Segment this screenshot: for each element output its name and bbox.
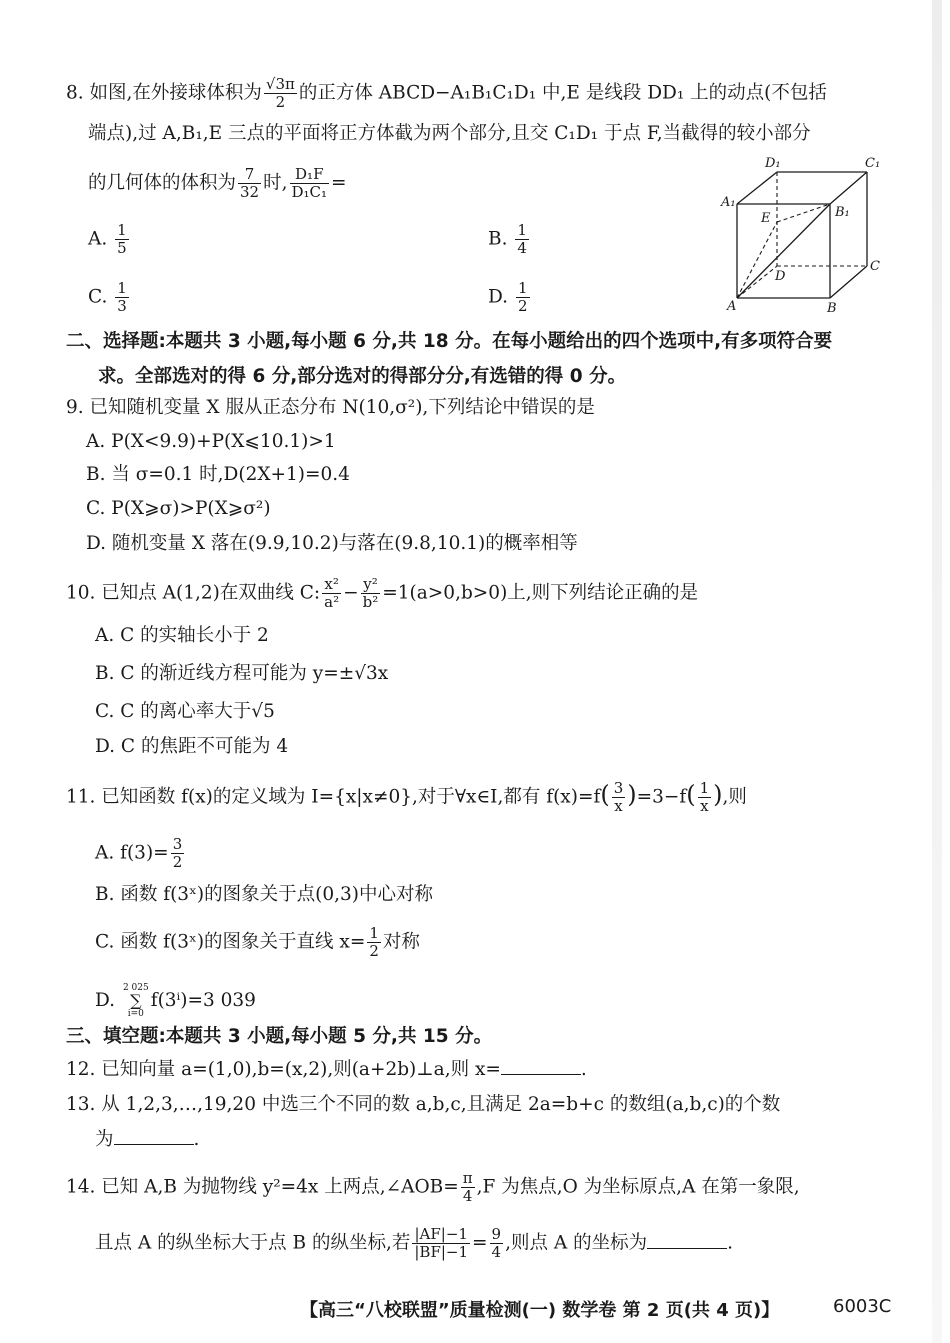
q10-option-d: D. C 的焦距不可能为 4 [95,736,289,757]
q8-volume-fraction: $\frac{7}{32}$ [240,165,260,201]
section2-line2: 求。全部选对的得 6 分,部分选对的得部分分,有选错的得 0 分。 [98,366,627,387]
page-edge-shadow [932,0,942,1343]
exam-code: 6003C [833,1296,892,1317]
q8-option-a: A. $\frac{1}{5}$ [88,221,127,257]
q8-option-d: D. $\frac{1}{2}$ [488,279,528,315]
q11-option-a: A. f(3)= $\frac{3}{2}$ [95,835,183,871]
section2-line1: 二、选择题:本题共 3 小题,每小题 6 分,共 18 分。在每小题给出的四个选项中,有多项符合要 [66,331,833,352]
q8-sphere-fraction: $\frac{√3\pi}{2}$ [265,75,295,111]
q12-answer-blank[interactable] [501,1056,581,1075]
q13-line2: 为 . [95,1126,199,1153]
q11-option-d: D. 2 025 ∑ i=0 f(3ⁱ)=3 039 [95,983,256,1019]
section3-heading: 三、填空题:本题共 3 小题,每小题 5 分,共 15 分。 [66,1026,493,1047]
label-d: D [775,269,786,284]
label-a: A [727,299,737,314]
q8-ratio-fraction: $\frac{\text{D₁F}}{\text{D₁C₁}}$ [291,165,328,201]
q8-line3: 的几何体的体积为 $\frac{7}{32}$ 时, $\frac{\text{D₁F}}{\text{D₁C₁}}$ = [88,165,347,201]
q8-option-b: B. $\frac{1}{4}$ [488,221,527,257]
q14-line2: 且点 A 的纵坐标大于点 B 的纵坐标,若 $\frac{|AF|-1}{|BF|-1}$ = $\frac{9}{4}$ ,则点 A 的坐标为 . [95,1225,733,1261]
label-c1: C₁ [865,156,881,171]
q10-option-a: A. C 的实轴长小于 2 [95,625,269,646]
q9-stem: 9. 已知随机变量 X 服从正态分布 N(10,σ²),下列结论中错误的是 [66,397,595,418]
q8-line2: 端点),过 A,B₁,E 三点的平面将正方体截为两个部分,且交 C₁D₁ 于点 F,当截得的较小部分 [88,123,811,144]
q14-answer-blank[interactable] [647,1230,727,1249]
q11-option-c: C. 函数 f(3ˣ)的图象关于直线 x= $\frac{1}{2}$ 对称 [95,924,420,960]
label-b1: B₁ [835,205,850,220]
q9-option-d: D. 随机变量 X 落在(9.9,10.2)与落在(9.8,10.1)的概率相等 [86,533,578,554]
q13-answer-blank[interactable] [114,1126,194,1145]
label-d1: D₁ [765,156,781,171]
label-c: C [870,259,880,274]
q11-option-b: B. 函数 f(3ˣ)的图象关于点(0,3)中心对称 [95,884,433,905]
q8-option-c: C. $\frac{1}{3}$ [88,279,127,315]
q13-line1: 13. 从 1,2,3,…,19,20 中选三个不同的数 a,b,c,且满足 2a=b+c 的数组(a,b,c)的个数 [66,1094,781,1115]
q9-option-b: B. 当 σ=0.1 时,D(2X+1)=0.4 [86,464,350,485]
label-a1: A₁ [721,195,736,210]
label-b: B [827,301,837,316]
q9-option-c: C. P(X⩾σ)>P(X⩾σ²) [86,498,271,519]
label-e: E [761,211,771,226]
q10-option-b: B. C 的渐近线方程可能为 y=±√3x [95,663,389,684]
q8-line1: 8. 如图,在外接球体积为 $\frac{√3\pi}{2}$ 的正方体 ABCD−A₁B₁C₁D₁ 中,E 是线段 DD₁ 上的动点(不包括 [66,75,827,111]
q14-line1: 14. 已知 A,B 为抛物线 y²=4x 上两点,∠AOB= $\frac{\pi}{4}$ ,F 为焦点,O 为坐标原点,A 在第一象限, [66,1169,800,1205]
q12-text: 12. 已知向量 a=(1,0),b=(x,2),则(a+2b)⊥a,则 x= . [66,1056,587,1083]
q11-stem: 11. 已知函数 f(x)的定义域为 I={x|x≠0},对于∀x∈I,都有 f(x)=f( $\frac{3}{x}$ )=3−f( $\frac{1}{x}$ ),则 [66,779,747,815]
page-footer: 【高三“八校联盟”质量检测(一) 数学卷 第 2 页(共 4 页)】 [300,1300,780,1321]
q9-option-a: A. P(X<9.9)+P(X⩽10.1)>1 [86,431,336,452]
q8-cube-figure [715,150,895,320]
q10-option-c: C. C 的离心率大于√5 [95,701,275,722]
q10-stem: 10. 已知点 A(1,2)在双曲线 C: $\frac{\text{x²}}{\text{a²}}$ − $\frac{\text{y²}}{\text{b²}}$ =1(a>0,b>0)上,则下列结论正确的是 [66,575,699,611]
